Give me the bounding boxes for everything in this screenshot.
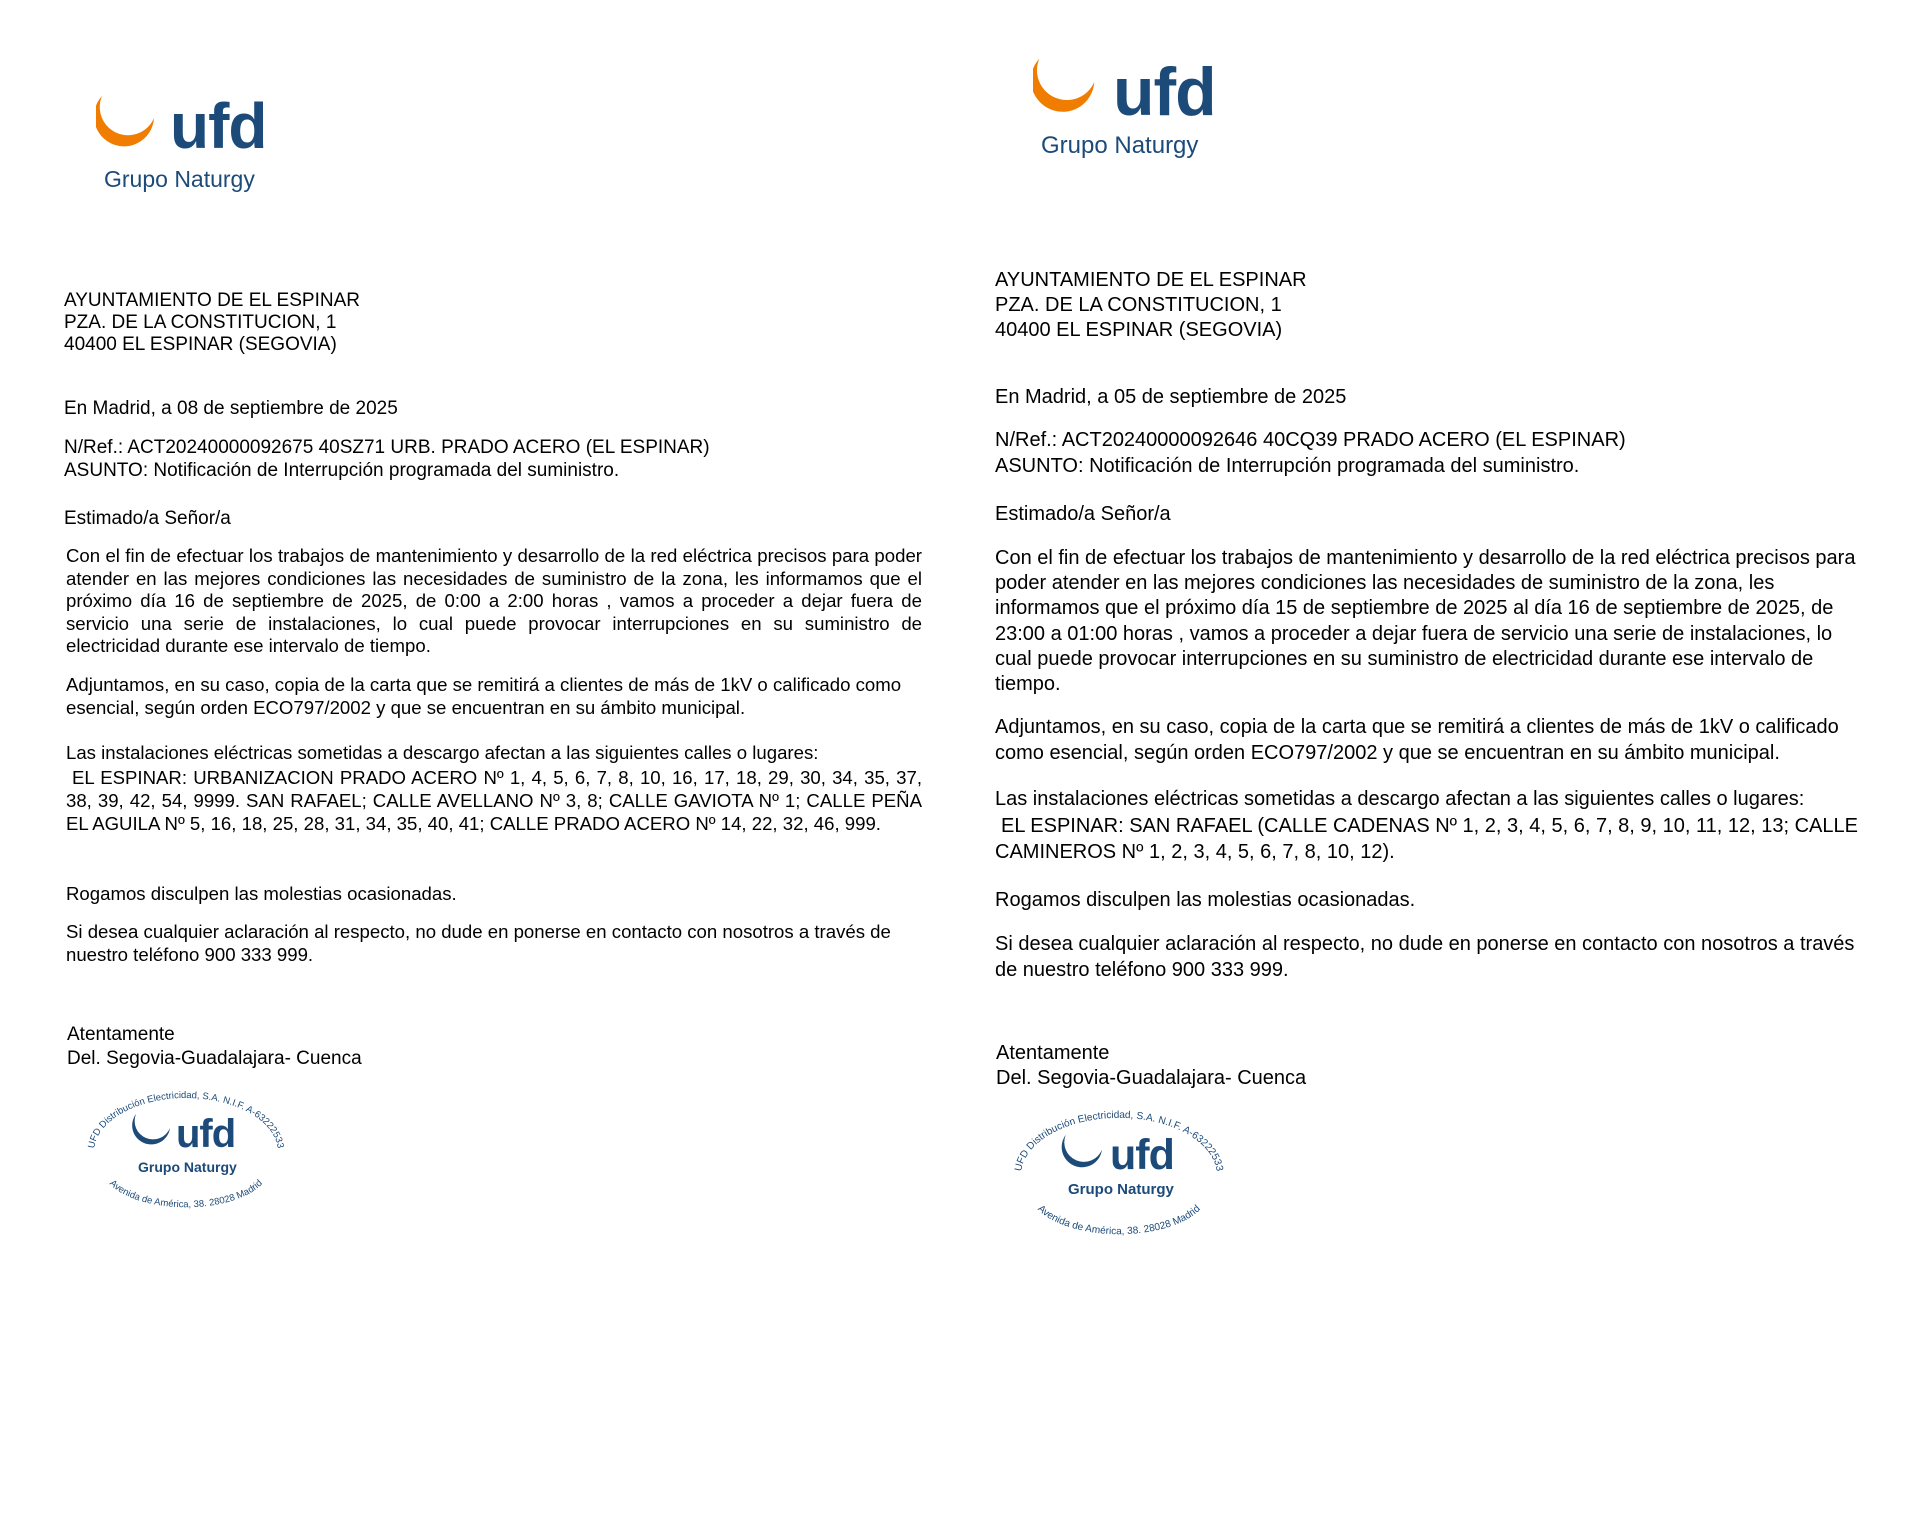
greeting: Estimado/a Señor/a xyxy=(64,508,231,529)
stamp-group-name: Grupo Naturgy xyxy=(1068,1181,1174,1198)
streets-intro: Las instalaciones eléctricas sometidas a descargo afectan a las siguientes calles o lugares: xyxy=(995,788,1805,810)
recipient-line: AYUNTAMIENTO DE EL ESPINAR xyxy=(64,290,360,311)
stamp-bottom-text: Avenida de América, 38. 28028 Madrid xyxy=(107,1177,265,1211)
logo-group-name: Grupo Naturgy xyxy=(104,166,255,192)
contact-paragraph: Si desea cualquier aclaración al respecto, no dude en ponerse en contacto con nosotros a través de nuestro teléfono 900 333 999. xyxy=(66,921,891,965)
company-stamp xyxy=(78,1080,294,1214)
body-paragraph: Adjuntamos, en su caso, copia de la carta que se remitirá a clientes de más de 1kV o calificado como esencial, según orden ECO797/2002 y que se encuentran en su ámbito municipal. xyxy=(66,674,902,718)
stamp-moon-icon xyxy=(132,1114,170,1144)
stamp-top-text: UFD Distribución Electricidad, S.A. N.I.F. A-63222533 xyxy=(1013,1109,1225,1173)
streets-intro: Las instalaciones eléctricas sometidas a descargo afectan a las siguientes calles o lugares: xyxy=(66,742,819,763)
right-letter xyxy=(952,0,1920,1536)
recipient-line: PZA. DE LA CONSTITUCION, 1 xyxy=(995,294,1282,316)
recipient-address xyxy=(64,290,360,356)
stamp-top-text: UFD Distribución Electricidad, S.A. N.I.F. A-63222533 xyxy=(86,1089,286,1150)
logo-wordmark: ufd xyxy=(170,90,267,162)
affected-streets: EL ESPINAR: URBANIZACION PRADO ACERO Nº 1, 4, 5, 6, 7, 8, 10, 16, 17, 18, 29, 30, 34, 35, 37, 38, 39, 42, 54, 9999. SAN RAFAEL; CALLE AVELLANO Nº 3, 8; CALLE GAVIOTA Nº 1; CALLE PEÑA EL AGUILA Nº 5, 16, 18, 25, 28, 31, 34, 35, 40, 41; CALLE PRADO ACERO Nº 14, 22, 32, 46, 999. xyxy=(66,767,922,834)
paragraph-line: 23:00 a 01:00 horas , vamos a proceder a dejar fuera de servicio una serie de instalaciones, lo xyxy=(995,622,1833,645)
body-paragraph: Con el fin de efectuar los trabajos de mantenimiento y desarrollo de la red eléctrica precisos para poder atender en las mejores condiciones las necesidades de suministro de la zona, les informamos que el próximo día 16 de septiembre de 2025, de 0:00 a 2:00 horas , vamos a proceder a dejar fuera de servicio una serie de instalaciones, lo cual puede provocar interrupciones en su suministro de electricidad durante ese intervalo de tiempo. xyxy=(66,545,922,656)
apology: Rogamos disculpen las molestias ocasionadas. xyxy=(995,889,1416,911)
paragraph-line: Si desea cualquier aclaración al respecto, no dude en ponerse en contacto con nosotros a través xyxy=(995,933,1855,955)
reference-number: N/Ref.: ACT20240000092675 40SZ71 URB. PRADO ACERO (EL ESPINAR) xyxy=(64,437,710,458)
reference-block xyxy=(995,427,1626,479)
closing: Atentamente xyxy=(67,1024,175,1045)
sign-off xyxy=(996,1041,1306,1091)
body-paragraph xyxy=(995,714,1839,766)
apology: Rogamos disculpen las molestias ocasionadas. xyxy=(66,883,457,904)
stamp-moon-icon xyxy=(1062,1135,1102,1167)
recipient-line: AYUNTAMIENTO DE EL ESPINAR xyxy=(995,269,1307,291)
paragraph-line: como esencial, según orden ECO797/2002 y que se encuentran en su ámbito municipal. xyxy=(995,742,1780,764)
reference-block xyxy=(64,436,710,482)
ufd-moon-icon xyxy=(1033,48,1107,122)
company-stamp xyxy=(1004,1096,1234,1244)
signature-office: Del. Segovia-Guadalajara- Cuenca xyxy=(67,1048,362,1069)
greeting: Estimado/a Señor/a xyxy=(995,503,1171,525)
logo-wordmark: ufd xyxy=(1113,54,1216,130)
letter-date: En Madrid, a 05 de septiembre de 2025 xyxy=(995,386,1347,408)
recipient-address xyxy=(995,268,1307,343)
recipient-line: PZA. DE LA CONSTITUCION, 1 xyxy=(64,312,337,333)
paragraph-line: poder atender en las mejores condiciones las necesidades de suministro de la zona, les xyxy=(995,572,1775,595)
contact-paragraph xyxy=(995,931,1854,983)
streets-line: EL ESPINAR: SAN RAFAEL (CALLE CADENAS Nº 1, 2, 3, 4, 5, 6, 7, 8, 9, 10, 11, 12, 13; CALLE xyxy=(1001,815,1858,837)
closing: Atentamente xyxy=(996,1042,1110,1064)
subject-line: ASUNTO: Notificación de Interrupción programada del suministro. xyxy=(64,460,620,481)
signature-office: Del. Segovia-Guadalajara- Cuenca xyxy=(996,1067,1307,1089)
recipient-line: 40400 EL ESPINAR (SEGOVIA) xyxy=(64,334,337,355)
logo-group-name: Grupo Naturgy xyxy=(1041,132,1199,159)
letter-date: En Madrid, a 08 de septiembre de 2025 xyxy=(64,398,398,419)
reference-number: N/Ref.: ACT20240000092646 40CQ39 PRADO ACERO (EL ESPINAR) xyxy=(995,429,1626,451)
streets-line: CAMINEROS Nº 1, 2, 3, 4, 5, 6, 7, 8, 10, 12). xyxy=(995,841,1395,863)
left-letter xyxy=(0,0,952,1536)
sign-off xyxy=(67,1023,362,1071)
paragraph-line: tiempo. xyxy=(995,673,1061,696)
paragraph-line: Adjuntamos, en su caso, copia de la carta que se remitirá a clientes de más de 1kV o calificado xyxy=(995,716,1839,738)
paragraph-line: informamos que el próximo día 15 de septiembre de 2025 al día 16 de septiembre de 2025, de xyxy=(995,597,1834,620)
ufd-logo xyxy=(1033,48,1233,163)
ufd-moon-icon xyxy=(96,86,166,156)
ufd-logo xyxy=(96,86,286,196)
affected-streets xyxy=(995,813,1858,865)
paragraph-line: de nuestro teléfono 900 333 999. xyxy=(995,959,1289,981)
stamp-wordmark: ufd xyxy=(176,1112,236,1156)
paragraph-line: cual puede provocar interrupciones en su suministro de electricidad durante ese intervalo de xyxy=(995,647,1814,670)
recipient-line: 40400 EL ESPINAR (SEGOVIA) xyxy=(995,319,1283,341)
paragraph-line: Con el fin de efectuar los trabajos de mantenimiento y desarrollo de la red eléctrica precisos para xyxy=(995,547,1856,569)
body-paragraph xyxy=(995,546,1855,697)
stamp-wordmark: ufd xyxy=(1110,1131,1174,1179)
stamp-bottom-text: Avenida de América, 38. 28028 Madrid xyxy=(1035,1203,1203,1238)
subject-line: ASUNTO: Notificación de Interrupción programada del suministro. xyxy=(995,455,1580,477)
stamp-group-name: Grupo Naturgy xyxy=(138,1159,237,1175)
